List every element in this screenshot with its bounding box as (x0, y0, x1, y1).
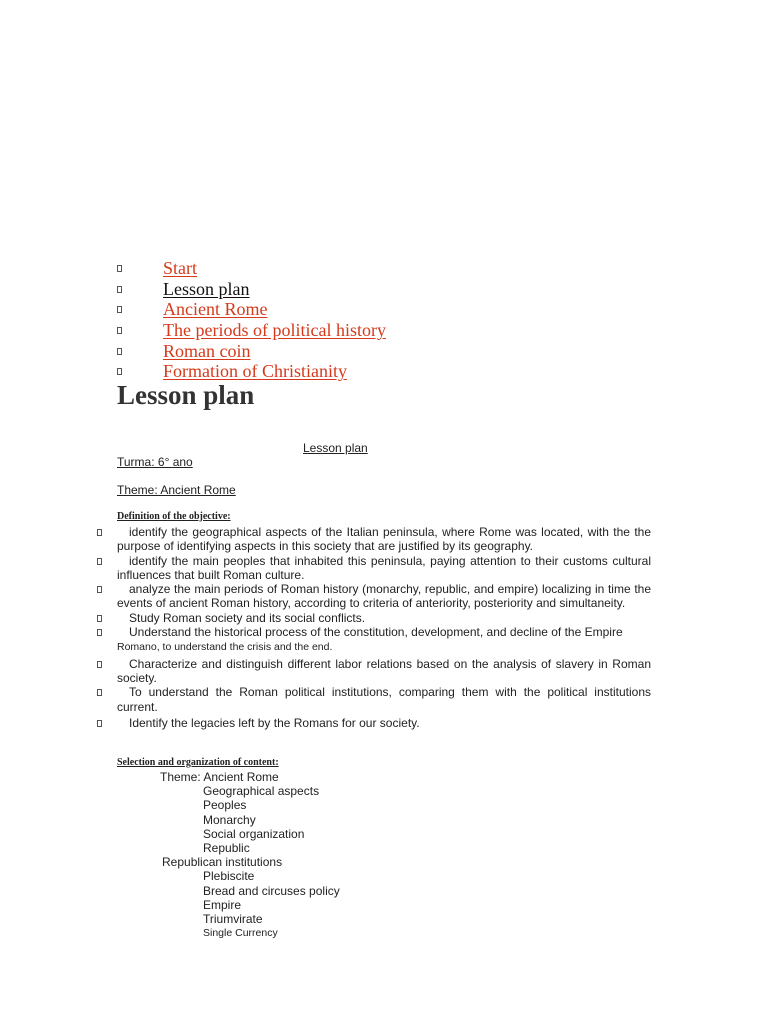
objective-continuation: Romano, to understand the crisis and the end. (117, 641, 333, 654)
objectives-list (0, 525, 768, 730)
square-bullet-icon (117, 368, 122, 375)
objective-item: Identify the legacies left by the Romans for our society. (0, 716, 651, 730)
objectives-heading: Definition of the objective: (117, 511, 231, 522)
outline-item: Empire (203, 897, 242, 912)
nav-link-start[interactable]: Start (163, 258, 197, 278)
outline-item: Republic (203, 841, 250, 856)
objective-item: To understand the Roman political institutions, comparing them with the political institutions current. (0, 685, 651, 714)
square-bullet-icon (97, 629, 102, 636)
content-heading: Selection and organization of content: (117, 757, 279, 768)
objective-item: Understand the historical process of the constitution, development, and decline of the Empire Romano, to understand the crisis and the end. (0, 625, 651, 655)
nav-link-roman-coin[interactable]: Roman coin (163, 340, 251, 361)
square-bullet-icon (117, 348, 122, 355)
objective-item: Study Roman society and its social conflicts. (0, 611, 651, 625)
outline-theme: Theme: Ancient Rome (160, 770, 279, 784)
square-bullet-icon (117, 286, 122, 293)
outline-item: Peoples (203, 798, 247, 813)
outline-item: Single Currency (203, 927, 278, 940)
square-bullet-icon (97, 615, 102, 622)
square-bullet-icon (97, 586, 102, 593)
objective-item: identify the main peoples that inhabited this peninsula, paying attention to their customs cultural influences that built Roman culture. (0, 554, 651, 583)
content-outline (0, 770, 340, 940)
nav-link-periods[interactable]: The periods of political history (163, 320, 386, 341)
nav-link-lesson-plan[interactable]: Lesson plan (163, 278, 250, 299)
square-bullet-icon (117, 265, 122, 272)
outline-item: Triumvirate (203, 912, 263, 927)
square-bullet-icon (117, 327, 122, 334)
objective-item: identify the geographical aspects of the Italian peninsula, where Rome was located, with the the purpose of identifying aspects in this society that are justified by its geography. (0, 525, 651, 554)
square-bullet-icon (97, 661, 102, 668)
outline-item: Bread and circuses policy (203, 883, 340, 898)
doc-subtitle: Lesson plan (303, 441, 368, 455)
square-bullet-icon (97, 720, 102, 727)
nav-link-christianity[interactable]: Formation of Christianity (163, 361, 347, 382)
objective-item: analyze the main periods of Roman history (monarchy, republic, and empire) localizing in time the events of ancient Roman history, according to criteria of anteriority, posteriority and simultaneity. (0, 582, 651, 611)
theme-line: Theme: Ancient Rome (117, 483, 236, 497)
outline-item: Monarchy (203, 812, 256, 827)
outline-item: Geographical aspects (203, 784, 320, 799)
square-bullet-icon (117, 306, 122, 313)
class-line: Turma: 6° ano (117, 455, 193, 469)
objective-item: Characterize and distinguish different labor relations based on the analysis of slavery in Roman society. (0, 657, 651, 686)
square-bullet-icon (97, 529, 102, 536)
outline-item: Social organization (203, 826, 305, 841)
page-title: Lesson plan (117, 380, 255, 410)
square-bullet-icon (97, 689, 102, 696)
nav-link-ancient-rome[interactable]: Ancient Rome (163, 299, 268, 320)
square-bullet-icon (97, 558, 102, 565)
outline-item: Plebiscite (203, 869, 255, 884)
outline-republican: Republican institutions (162, 855, 283, 870)
